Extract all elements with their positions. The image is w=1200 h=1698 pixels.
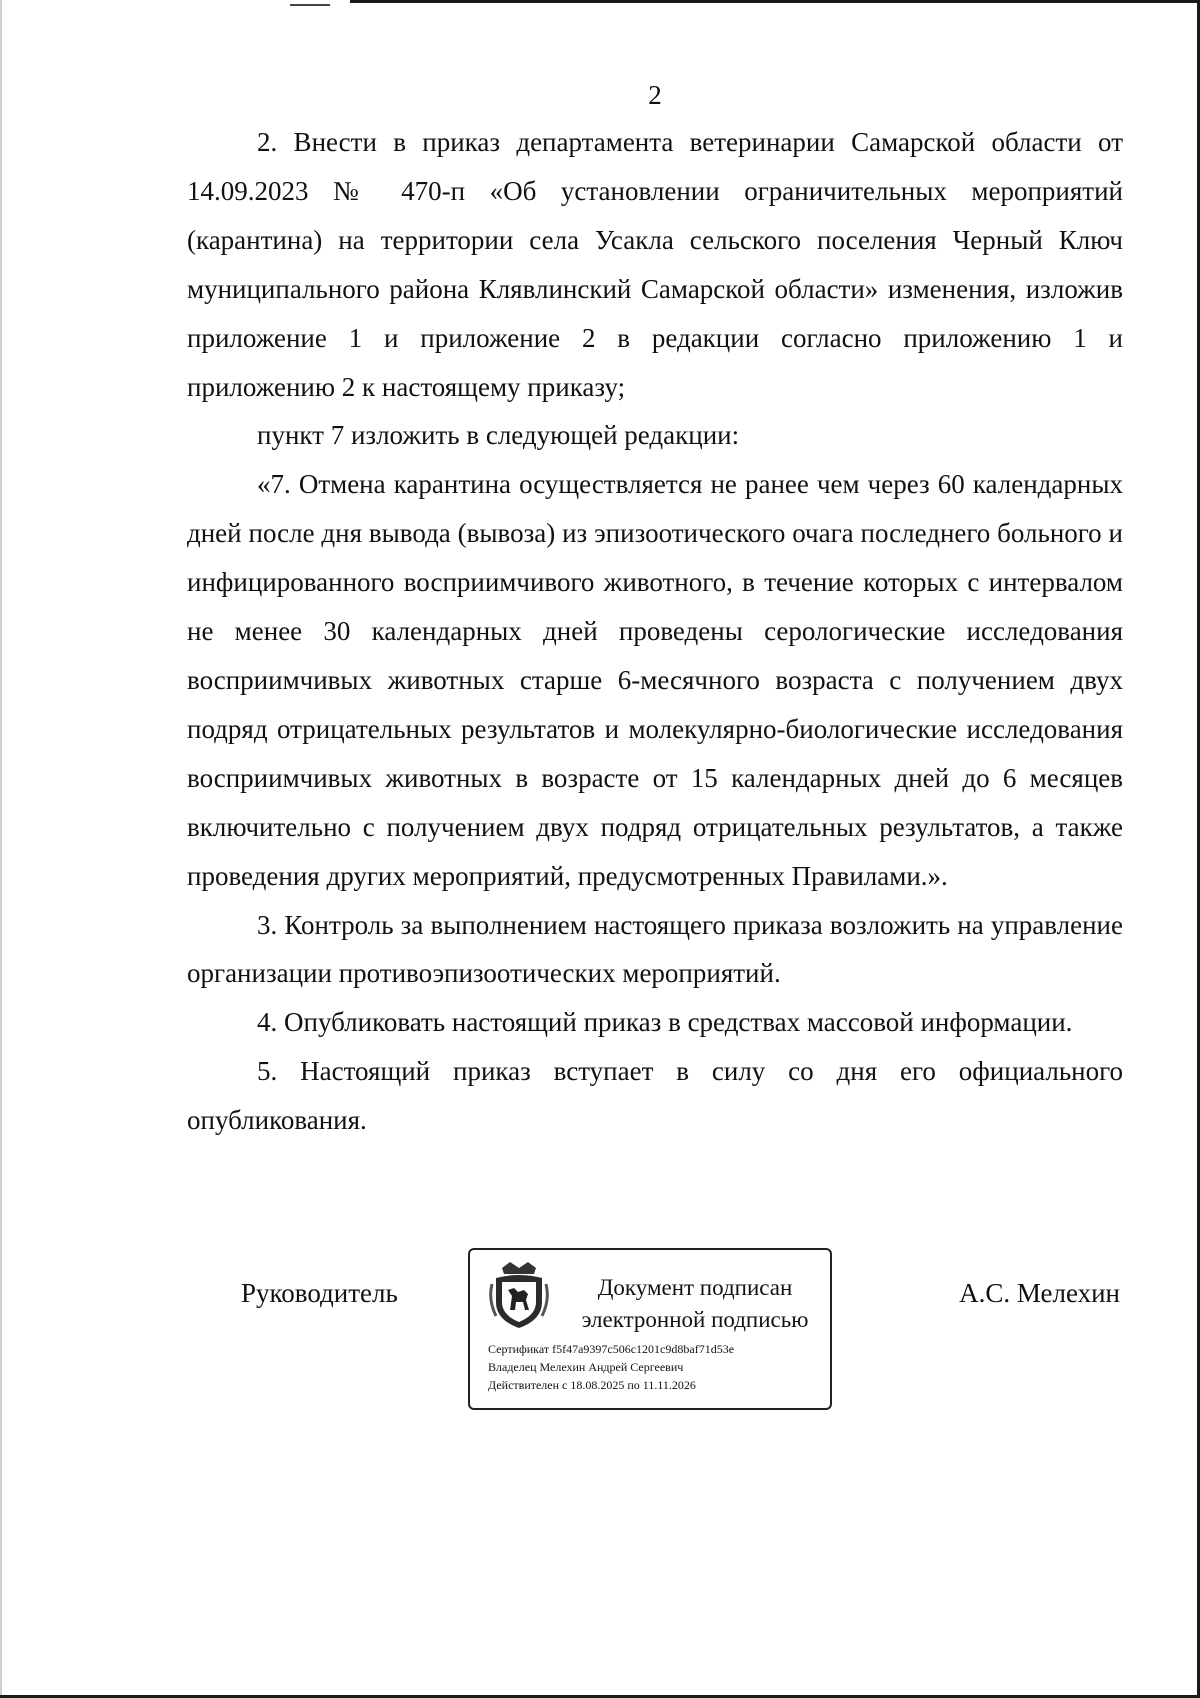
stamp-heading [570,1272,820,1336]
stamp-owner: Владелец Мелехин Андрей Сергеевич [488,1360,684,1374]
paragraph-item-4: 4. Опубликовать настоящий приказ в средствах массовой информации. [257,1007,1073,1038]
signature-block [0,1248,1200,1414]
electronic-signature-stamp [468,1248,832,1410]
page-number: 2 [648,80,662,110]
signatory-name: А.С. Мелехин [959,1278,1120,1308]
signatory-position: Руководитель [241,1278,398,1308]
scan-edge-left [0,0,2,1698]
stamp-details [488,1340,734,1394]
stamp-validity: Действителен с 18.08.2025 по 11.11.2026 [488,1378,696,1392]
stamp-heading-line2: электронной подписью [581,1307,809,1332]
samara-coat-of-arms-icon [488,1260,550,1330]
paragraph-point-7-text: «7. Отмена карантина осуществляется не ранее чем через 60 календарных дней после дня вывода (вывоза) из эпизоотического очага последнего больного и инфицированного восприимчивого животного, в течение которых с интервалом не менее 30 календарных дней проведены серологические исследования восприимчивых животных старше 6-месячного возраста с получением двух подряд отрицательных результатов и молекулярно-биологические исследования восприимчивых животных в возрасте от 15 календарных дней до 6 месяцев включительно с получением двух подряд отрицательных результатов, а также проведения других мероприятий, предусмотренных Правилами.». [187,469,1123,891]
stamp-heading-line1: Документ подписан [597,1275,793,1300]
scan-mark-top [290,4,330,6]
scan-edge-top [350,0,1200,3]
paragraph-item-3: 3. Контроль за выполнением настоящего приказа возложить на управление организации противоэпизоотических мероприятий. [187,909,1123,989]
paragraph-point-7-intro: пункт 7 изложить в следующей редакции: [257,420,740,451]
stamp-certificate: Сертификат f5f47a9397c506c1201c9d8baf71d53e [488,1342,735,1356]
paragraph-item-5: 5. Настоящий приказ вступает в силу со дня его официального опубликования. [187,1056,1123,1136]
paragraph-item-2: 2. Внести в приказ департамента ветеринарии Самарской области от 14.09.2023 № 470-п «Об установлении ограничительных мероприятий (карантина) на территории села Усакла сельского поселения Черный Ключ муниципального района Клявлинский Самарской области» изменения, изложив приложение 1 и приложение 2 в редакции согласно приложению 1 и приложению 2 к настоящему приказу; [187,127,1123,402]
document-body [187,118,1123,1145]
